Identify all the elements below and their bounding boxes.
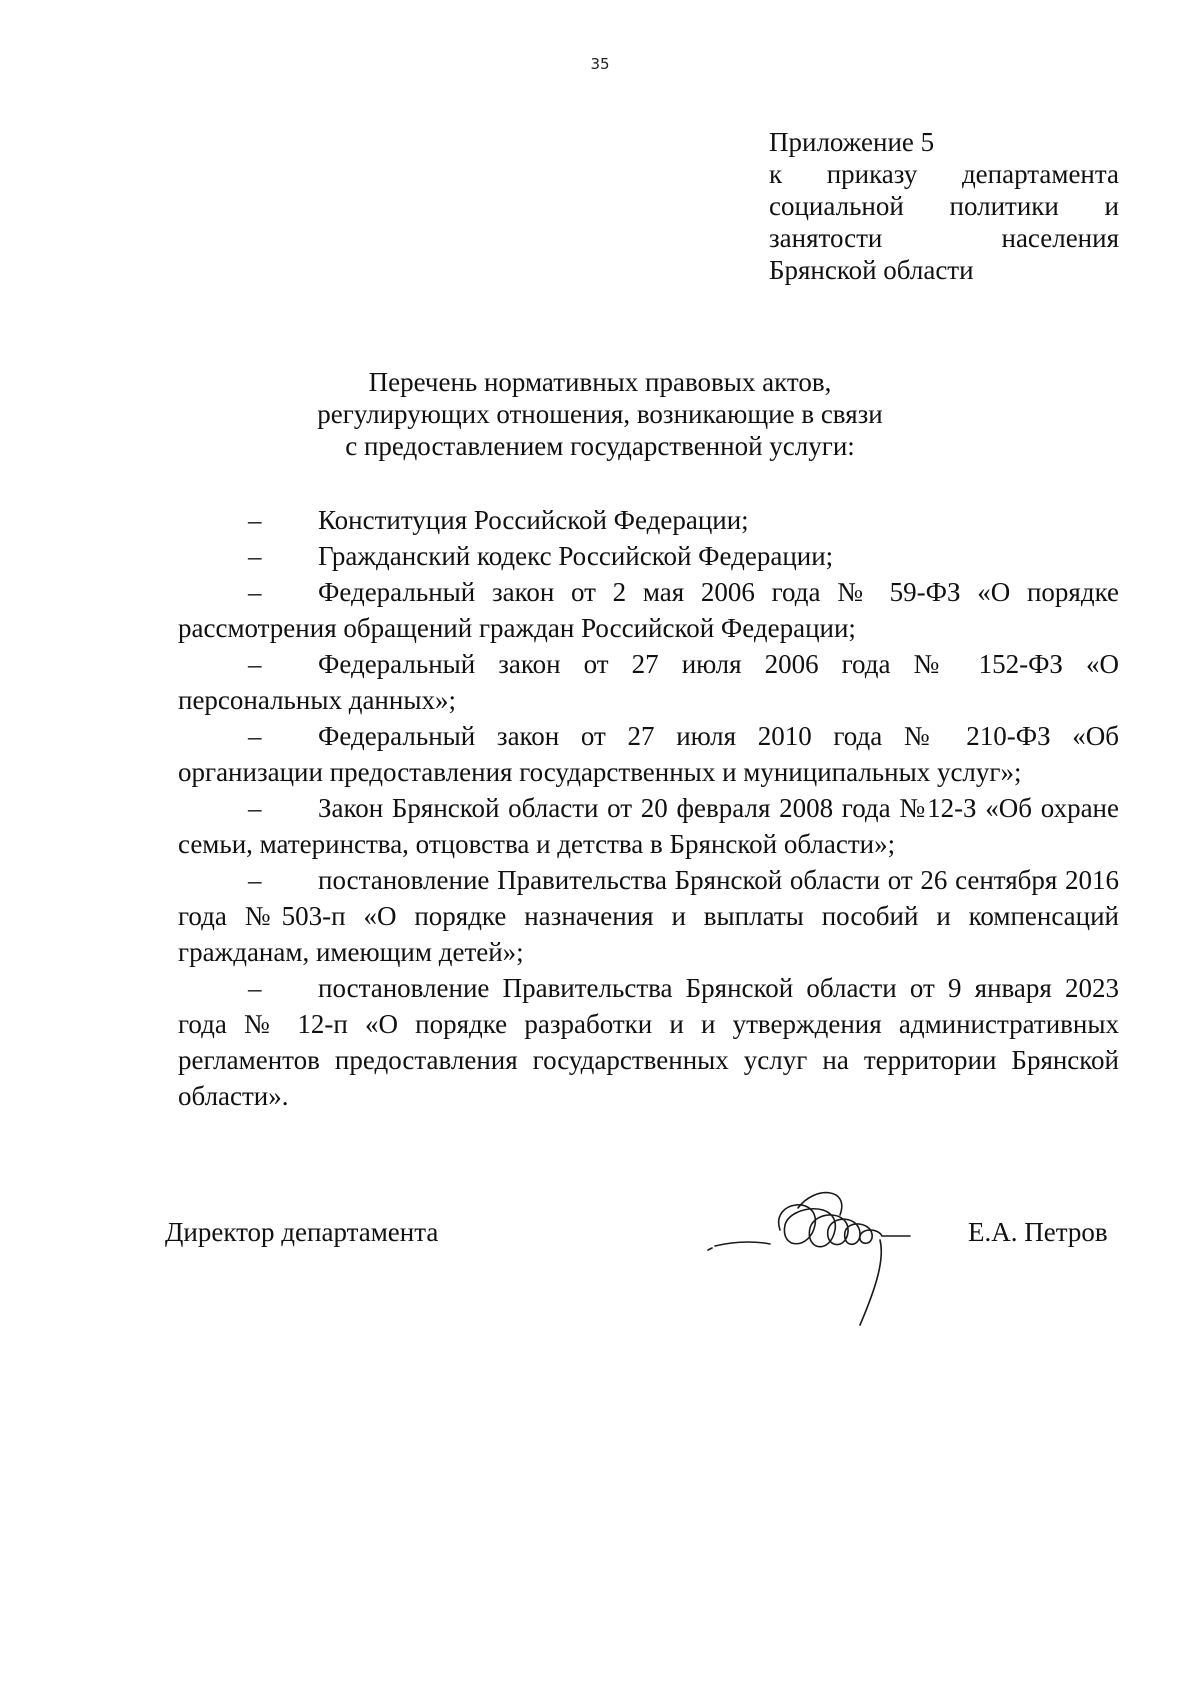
list-item-text: Закон Брянской области от 20 февраля 2008 года №12-З «Об охране семьи, материнства, отцовства и детства в Брянской области»; bbox=[178, 793, 1119, 859]
list-item-text: постановление Правительства Брянской области от 26 сентября 2016 года №503-п «О порядке назначения и выплаты пособий и компенсаций гражданам, имеющим детей»; bbox=[178, 865, 1119, 967]
title-line: с предоставлением государственной услуги: bbox=[345, 431, 855, 461]
list-item bbox=[178, 646, 1119, 718]
handwritten-signature bbox=[700, 1170, 990, 1340]
legal-acts-list bbox=[178, 502, 1119, 1114]
list-item bbox=[178, 862, 1119, 970]
appendix-line: социальной политики и bbox=[769, 191, 1119, 221]
list-item-text: Федеральный закон от 27 июля 2010 года № 210-ФЗ «Об организации предоставления государственных и муниципальных услуг»; bbox=[178, 721, 1119, 787]
list-item-text: Федеральный закон от 27 июля 2006 года № 152-ФЗ «О персональных данных»; bbox=[178, 649, 1119, 715]
list-item bbox=[178, 502, 1119, 538]
dash-marker: – bbox=[248, 577, 262, 607]
list-item bbox=[178, 574, 1119, 646]
page-number: 35 bbox=[590, 55, 610, 73]
list-item-text: Федеральный закон от 2 мая 2006 года № 59-ФЗ «О порядке рассмотрения обращений граждан Российской Федерации; bbox=[178, 577, 1119, 643]
list-item bbox=[178, 790, 1119, 862]
title-line: регулирующих отношения, возникающие в связи bbox=[317, 399, 883, 429]
document-title bbox=[300, 366, 900, 462]
appendix-line: к приказу департамента bbox=[769, 159, 1119, 189]
list-item-text: Гражданский кодекс Российской Федерации; bbox=[318, 541, 834, 571]
title-line: Перечень нормативных правовых актов, bbox=[368, 367, 832, 397]
dash-marker: – bbox=[248, 973, 262, 1003]
signatory-position: Директор департамента bbox=[165, 1217, 439, 1247]
dash-marker: – bbox=[248, 541, 262, 571]
dash-marker: – bbox=[248, 865, 262, 895]
dash-marker: – bbox=[248, 649, 262, 679]
list-item bbox=[178, 970, 1119, 1114]
appendix-header bbox=[769, 126, 1119, 286]
list-item-text: Конституция Российской Федерации; bbox=[318, 505, 749, 535]
appendix-line: занятости населения bbox=[769, 223, 1119, 253]
list-item bbox=[178, 718, 1119, 790]
dash-marker: – bbox=[248, 505, 262, 535]
dash-marker: – bbox=[248, 721, 262, 751]
list-item bbox=[178, 538, 1119, 574]
appendix-title: Приложение 5 bbox=[769, 127, 935, 157]
dash-marker: – bbox=[248, 793, 262, 823]
appendix-line: Брянской области bbox=[769, 255, 974, 285]
list-item-text: постановление Правительства Брянской области от 9 января 2023 года № 12-п «О порядке разработки и и утверждения административных регламентов предоставления государственных услуг на территории Брянской области». bbox=[178, 973, 1119, 1111]
signatory-name: Е.А. Петров bbox=[968, 1217, 1108, 1247]
